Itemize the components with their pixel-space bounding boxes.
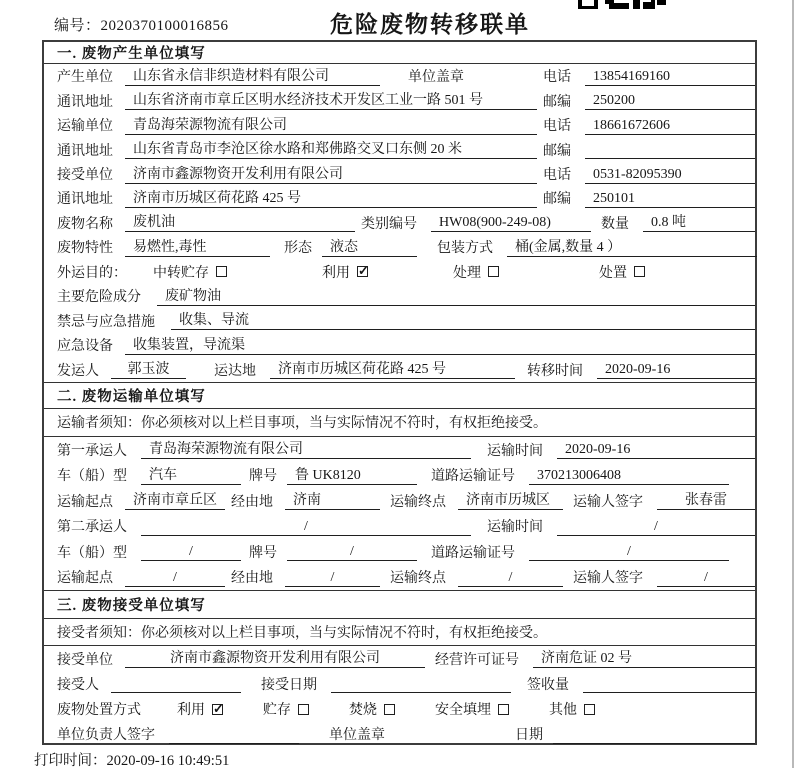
equip-value: 收集装置，导流渠 (125, 336, 755, 355)
plate2-value: / (287, 542, 417, 561)
taboo-label: 禁忌与应急措施 (57, 314, 155, 330)
checkbox-disposal-landfill (498, 704, 509, 715)
checkbox-purpose-dispose (634, 266, 645, 277)
serial-number-line (54, 14, 229, 35)
category-value: HW08(900-249-08) (431, 213, 591, 232)
license-label: 经营许可证号 (435, 652, 519, 668)
time1-value: 2020-09-16 (557, 440, 755, 459)
transporter-label: 运输单位 (57, 119, 113, 135)
section3-title: 三. 废物接受单位填写 (44, 590, 755, 619)
purpose-option-treat (453, 262, 499, 282)
purpose-dispose-label: 处置 (599, 265, 627, 281)
vehicle2-label: 车（船）型 (57, 545, 127, 561)
end1-label: 运输终点 (390, 494, 446, 510)
carrier2-label: 第二承运人 (57, 520, 127, 536)
unit-seal2-label: 单位盖章 (329, 728, 385, 744)
purpose-storage-label: 中转贮存 (153, 265, 209, 281)
transfer-time-value: 2020-09-16 (597, 360, 755, 379)
license-value: 济南危证 02 号 (533, 649, 755, 668)
phone3-label: 电话 (543, 168, 571, 184)
disposal-label: 废物处置方式 (57, 703, 141, 719)
zip2-value (585, 140, 755, 159)
row-shipper (44, 357, 755, 381)
phone2-value: 18661672606 (585, 116, 755, 135)
row-receiver-address (44, 186, 755, 210)
time2-value: / (557, 517, 755, 536)
section-transporter (44, 382, 755, 590)
row-route1 (44, 488, 755, 514)
receive-unit-value: 济南市鑫源物资开发利用有限公司 (125, 649, 425, 668)
page-title: 危险废物转移联单 (330, 12, 530, 37)
origin1-label: 运输起点 (57, 494, 113, 510)
date-value (553, 725, 755, 744)
carrier2-value: / (141, 517, 471, 536)
row-carrier1 (44, 437, 755, 463)
quantity-value: 0.8 吨 (643, 213, 755, 232)
sign1-value: 张春雷 (657, 491, 755, 510)
row-producer (44, 64, 755, 88)
waste-name-value: 废机油 (125, 213, 355, 232)
row-transporter (44, 113, 755, 137)
permit1-label: 道路运输证号 (431, 469, 515, 485)
dest-label: 运达地 (214, 363, 256, 379)
row-acceptor (44, 671, 755, 696)
sign2-label: 运输人签字 (573, 571, 643, 587)
shipper-value: 郭玉波 (111, 360, 186, 379)
zip3-label: 邮编 (543, 192, 571, 208)
row-receiver (44, 162, 755, 186)
disposal-landfill-label: 安全填埋 (435, 703, 491, 719)
serial-value: 2020370100016856 (100, 18, 229, 34)
zip2-label: 邮编 (543, 143, 571, 159)
checkbox-purpose-treat (488, 266, 499, 277)
unit-seal-label: 单位盖章 (408, 70, 464, 86)
end2-value: / (458, 568, 563, 587)
sign-qty-label: 签收量 (527, 677, 569, 693)
section1-title: 一. 废物产生单位填写 (44, 42, 755, 64)
transfer-time-label: 转移时间 (527, 363, 583, 379)
vehicle2-value: / (141, 542, 241, 561)
form-value: 液态 (322, 238, 417, 257)
origin2-label: 运输起点 (57, 571, 113, 587)
phone3-value: 0531-82095390 (585, 165, 755, 184)
category-label: 类别编号 (361, 216, 417, 232)
character-value: 易燃性,毒性 (125, 238, 270, 257)
disposal-option-other (549, 699, 595, 719)
plate1-label: 牌号 (249, 469, 277, 485)
row-producer-address (44, 88, 755, 112)
acceptor-label: 接受人 (57, 677, 99, 693)
window-edge-line (792, 0, 794, 768)
serial-label: 编号： (54, 18, 101, 34)
equip-label: 应急设备 (57, 339, 113, 355)
plate2-label: 牌号 (249, 545, 277, 561)
form-label: 形态 (284, 241, 312, 257)
receiver-notice: 接受者须知：你必须核对以上栏目事项，当与实际情况不符时，有权拒绝接受。 (44, 619, 755, 646)
section2-title: 二. 废物运输单位填写 (44, 382, 755, 409)
chief-sign-label: 单位负责人签字 (57, 728, 155, 744)
date-label: 日期 (515, 728, 543, 744)
via1-value: 济南 (285, 491, 380, 510)
zip3-value: 250101 (585, 189, 755, 208)
sign2-value: / (657, 568, 755, 587)
address1-value: 山东省济南市章丘区明水经济技术开发区工业一路 501 号 (125, 91, 537, 110)
print-time-line (34, 749, 229, 768)
address2-value: 山东省青岛市李沧区徐水路和郑佛路交叉口东侧 20 米 (125, 140, 537, 159)
receiver-value: 济南市鑫源物资开发利用有限公司 (125, 165, 537, 184)
disposal-option-incinerate (349, 699, 395, 719)
checkbox-disposal-incinerate (384, 704, 395, 715)
print-time-label: 打印时间： (34, 753, 107, 768)
address2-label: 通讯地址 (57, 143, 113, 159)
hazard-label: 主要危险成分 (57, 290, 141, 306)
carrier1-value: 青岛海荣源物流有限公司 (141, 440, 471, 459)
address3-label: 通讯地址 (57, 192, 113, 208)
via2-value: / (285, 568, 380, 587)
disposal-option-store (263, 699, 309, 719)
receiver-label: 接受单位 (57, 168, 113, 184)
shipper-label: 发运人 (57, 363, 99, 379)
manifest-form (42, 40, 757, 745)
row-vehicle2 (44, 539, 755, 565)
zip1-label: 邮编 (543, 94, 571, 110)
permit2-label: 道路运输证号 (431, 545, 515, 561)
phone1-label: 电话 (543, 70, 571, 86)
end1-value: 济南市历城区 (458, 491, 563, 510)
taboo-value: 收集、导流 (171, 311, 755, 330)
disposal-store-label: 贮存 (263, 703, 291, 719)
row-vehicle1 (44, 462, 755, 488)
transporter-value: 青岛海荣源物流有限公司 (125, 116, 537, 135)
origin2-value: / (125, 568, 225, 587)
sign-qty-value (583, 674, 755, 693)
time1-label: 运输时间 (487, 443, 543, 459)
print-time-value: 2020-09-16 10:49:51 (106, 753, 230, 768)
qr-code-fragment (578, 0, 668, 10)
purpose-option-use (322, 262, 368, 282)
address1-label: 通讯地址 (57, 94, 113, 110)
row-waste-character (44, 235, 755, 259)
purpose-label: 外运目的： (57, 265, 127, 281)
purpose-option-storage (153, 262, 227, 282)
end2-label: 运输终点 (390, 571, 446, 587)
permit2-value: / (529, 542, 729, 561)
vehicle1-label: 车（船）型 (57, 469, 127, 485)
row-route2 (44, 564, 755, 590)
plate1-value: 鲁 UK8120 (287, 466, 417, 485)
row-disposal-method (44, 696, 755, 721)
row-hazard-component (44, 284, 755, 308)
carrier1-label: 第一承运人 (57, 443, 127, 459)
disposal-incinerate-label: 焚烧 (349, 703, 377, 719)
hazard-value: 废矿物油 (157, 287, 755, 306)
row-taboo-measures (44, 309, 755, 333)
producer-value: 山东省永信非织造材料有限公司 (125, 67, 380, 86)
row-transporter-address (44, 137, 755, 161)
row-waste-name (44, 211, 755, 235)
waste-name-label: 废物名称 (57, 216, 113, 232)
character-label: 废物特性 (57, 241, 113, 257)
chief-sign-value (169, 725, 299, 744)
receive-unit-label: 接受单位 (57, 652, 113, 668)
quantity-label: 数量 (601, 216, 629, 232)
checkbox-disposal-other (584, 704, 595, 715)
disposal-other-label: 其他 (549, 703, 577, 719)
row-chief-signature (44, 722, 755, 747)
purpose-use-label: 利用 (322, 265, 350, 281)
origin1-value: 济南市章丘区 (125, 491, 225, 510)
producer-label: 产生单位 (57, 70, 113, 86)
vehicle1-value: 汽车 (141, 466, 241, 485)
permit1-value: 370213006408 (529, 466, 729, 485)
sign1-label: 运输人签字 (573, 494, 643, 510)
row-carrier2 (44, 513, 755, 539)
time2-label: 运输时间 (487, 520, 543, 536)
purpose-treat-label: 处理 (453, 265, 481, 281)
disposal-option-landfill (435, 699, 509, 719)
via1-label: 经由地 (231, 494, 273, 510)
accept-date-value (331, 674, 511, 693)
section-receiver (44, 590, 755, 747)
transporter-notice: 运输者须知：你必须核对以上栏目事项，当与实际情况不符时，有权拒绝接受。 (44, 409, 755, 437)
packing-value: 桶(金属,数量 4 ） (507, 238, 757, 257)
acceptor-value (111, 674, 241, 693)
checkbox-purpose-use (357, 266, 368, 277)
checkbox-disposal-store (298, 704, 309, 715)
row-receive-unit (44, 646, 755, 671)
checkbox-purpose-storage (216, 266, 227, 277)
row-purpose (44, 260, 755, 284)
accept-date-label: 接受日期 (261, 677, 317, 693)
packing-label: 包装方式 (437, 241, 493, 257)
phone2-label: 电话 (543, 119, 571, 135)
disposal-option-use (177, 699, 223, 719)
checkbox-disposal-use (212, 704, 223, 715)
row-emergency-equipment (44, 333, 755, 357)
section-producer (44, 42, 755, 382)
via2-label: 经由地 (231, 571, 273, 587)
purpose-option-dispose (599, 262, 645, 282)
zip1-value: 250200 (585, 91, 755, 110)
disposal-use-label: 利用 (177, 703, 205, 719)
address3-value: 济南市历城区荷花路 425 号 (125, 189, 537, 208)
phone1-value: 13854169160 (585, 67, 755, 86)
dest-value: 济南市历城区荷花路 425 号 (270, 360, 515, 379)
